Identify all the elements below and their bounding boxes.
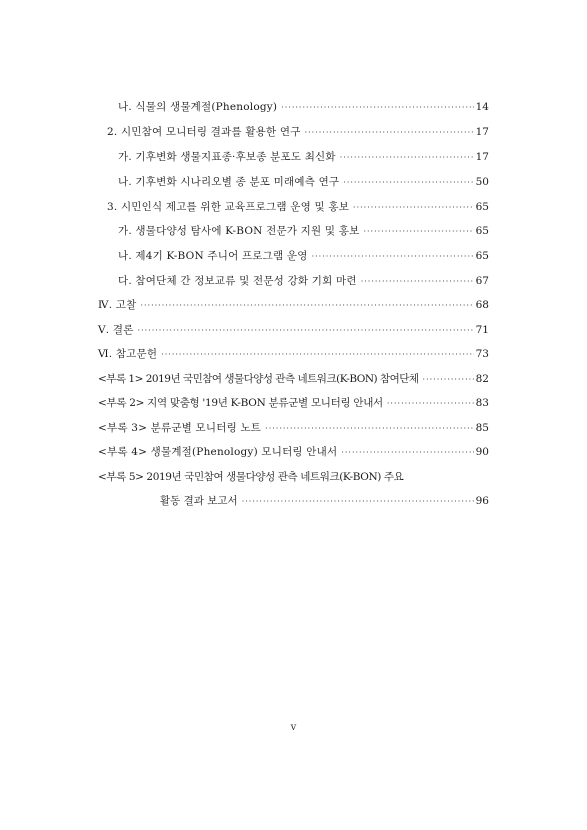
toc-leader-dots bbox=[242, 495, 474, 509]
page-number: v bbox=[290, 722, 297, 733]
toc-entry-page: 68 bbox=[475, 299, 489, 311]
toc-entry-page: 83 bbox=[475, 397, 489, 409]
toc-entry-page: 65 bbox=[475, 250, 489, 262]
toc-entry-label: <부록 5> 2019년 국민참여 생물다양성 관측 네트워크(K-BON) 주요 bbox=[98, 471, 404, 483]
toc-entry-phenology[interactable] bbox=[118, 100, 489, 114]
toc-entry-page: 65 bbox=[475, 201, 489, 213]
toc-entry-label: 가. 생물다양성 탐사에 K-BON 전문가 지원 및 홍보 bbox=[118, 225, 360, 237]
toc-entry-page: 73 bbox=[475, 348, 489, 360]
toc-entry-education-program[interactable] bbox=[107, 200, 489, 214]
toc-entry-page: 17 bbox=[475, 126, 489, 138]
toc-entry-appendix-1[interactable] bbox=[98, 372, 489, 386]
toc-leader-dots bbox=[341, 446, 473, 460]
toc-entry-label: Ⅴ. 결론 bbox=[98, 324, 134, 336]
toc-entry-label: <부록 3> 분류군별 모니터링 노트 bbox=[98, 422, 262, 434]
toc-leader-dots bbox=[161, 348, 473, 362]
toc-entry-appendix-3[interactable] bbox=[98, 421, 489, 435]
toc-entry-label: 나. 식물의 생물계절(Phenology) bbox=[118, 101, 278, 113]
toc-entry-information-exchange[interactable] bbox=[118, 274, 489, 288]
toc-leader-dots bbox=[312, 250, 474, 264]
toc-leader-dots bbox=[353, 201, 474, 215]
toc-entry-appendix-2[interactable] bbox=[98, 396, 489, 410]
toc-leader-dots bbox=[361, 275, 474, 289]
toc-entry-label: Ⅵ. 참고문헌 bbox=[98, 348, 158, 360]
toc-entry-expert-support[interactable] bbox=[118, 224, 489, 238]
toc-entry-label: 2. 시민참여 모니터링 결과를 활용한 연구 bbox=[107, 126, 301, 138]
toc-leader-dots bbox=[138, 324, 474, 338]
toc-entry-bioindicator-distribution[interactable] bbox=[118, 150, 489, 164]
toc-leader-dots bbox=[265, 422, 473, 436]
toc-leader-dots bbox=[281, 101, 473, 115]
toc-entry-page: 90 bbox=[475, 446, 489, 458]
toc-leader-dots bbox=[423, 373, 474, 387]
toc-entry-page: 50 bbox=[475, 176, 489, 188]
toc-entry-appendix-5-continuation[interactable] bbox=[160, 494, 489, 508]
toc-entry-citizen-monitoring-research[interactable] bbox=[107, 125, 489, 139]
toc-entry-label: 나. 제4기 K-BON 주니어 프로그램 운영 bbox=[118, 250, 308, 262]
toc-entry-junior-program[interactable] bbox=[118, 249, 489, 263]
toc-leader-dots bbox=[363, 225, 473, 239]
toc-entry-page: 85 bbox=[475, 422, 489, 434]
toc-entry-page: 96 bbox=[475, 495, 489, 507]
toc-entry-scenario-forecast[interactable] bbox=[118, 175, 489, 189]
toc-entry-page: 14 bbox=[475, 101, 489, 113]
toc-entry-appendix-5[interactable] bbox=[98, 470, 489, 484]
toc-entry-page: 67 bbox=[475, 275, 489, 287]
toc-entry-label: 3. 시민인식 제고를 위한 교육프로그램 운영 및 홍보 bbox=[107, 201, 350, 213]
toc-leader-dots bbox=[305, 126, 474, 140]
toc-entry-appendix-4[interactable] bbox=[98, 445, 489, 459]
toc-leader-dots bbox=[343, 176, 473, 190]
toc-entry-label: <부록 1> 2019년 국민참여 생물다양성 관측 네트워크(K-BON) 참여단체 bbox=[98, 373, 419, 385]
toc-entry-label: Ⅳ. 고찰 bbox=[98, 299, 137, 311]
toc-leader-dots bbox=[340, 151, 474, 165]
toc-entry-discussion[interactable] bbox=[98, 298, 489, 312]
toc-entry-page: 17 bbox=[475, 151, 489, 163]
toc-entry-page: 71 bbox=[475, 324, 489, 336]
toc-entry-conclusion[interactable] bbox=[98, 323, 489, 337]
toc-entry-page: 82 bbox=[475, 373, 489, 385]
toc-leader-dots bbox=[140, 299, 473, 313]
toc-entry-label: <부록 4> 생물계절(Phenology) 모니터링 안내서 bbox=[98, 446, 338, 458]
toc-entry-label: <부록 2> 지역 맞춤형 '19년 K-BON 분류군별 모니터링 안내서 bbox=[98, 397, 383, 409]
toc-leader-dots bbox=[387, 397, 474, 411]
toc-entry-label: 다. 참여단체 간 정보교류 및 전문성 강화 기회 마련 bbox=[118, 275, 357, 287]
toc-entry-label: 나. 기후변화 시나리오별 종 분포 미래예측 연구 bbox=[118, 176, 340, 188]
toc-entry-page: 65 bbox=[475, 225, 489, 237]
toc-entry-label: 활동 결과 보고서 bbox=[160, 495, 238, 507]
toc-entry-label: 가. 기후변화 생물지표종·후보종 분포도 최신화 bbox=[118, 151, 336, 163]
toc-entry-references[interactable] bbox=[98, 347, 489, 361]
